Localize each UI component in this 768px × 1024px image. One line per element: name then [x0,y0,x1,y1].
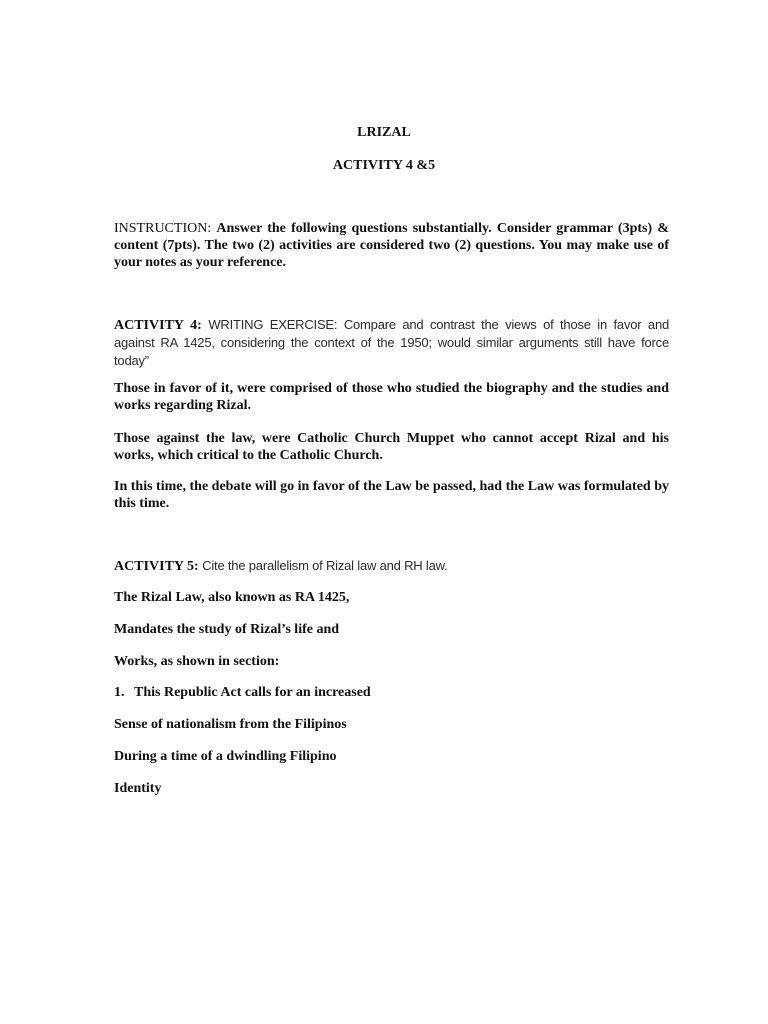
list-item-text: This Republic Act calls for an increased [134,685,371,700]
activity5-prompt [114,557,669,575]
activity4-prompt [114,316,669,370]
instruction-paragraph [114,220,669,271]
document-title: LRIZAL [357,125,411,140]
activity4-label: ACTIVITY 4: [114,318,202,333]
activity4-answer-1: Those in favor of it, were comprised of those who studied the biography and the studies and works regarding Rizal. [114,381,669,413]
activity5-prompt-text: Cite the parallelism of Rizal law and RH law. [202,558,448,573]
activity4-answer-3: In this time, the debate will go in favor of the Law be passed, had the Law was formulated by this time. [114,479,669,511]
activity4-prompt-text: WRITING EXERCISE: Compare and contrast the views of those in favor and against RA 1425, considering the context of the 1950; would similar arguments still have force today” [114,317,670,368]
activity5-continuation-1: Sense of nationalism from the Filipinos [114,717,347,732]
activity5-line-1: The Rizal Law, also known as RA 1425, [114,590,350,605]
list-number: 1. [114,685,125,700]
instruction-label: INSTRUCTION: [114,221,212,236]
instruction-text: Answer the following questions substantially. Consider grammar (3pts) & content (7pts). The two (2) activities are considered two (2) questions. You may make use of your notes as your reference. [114,221,670,270]
activity5-line-2: Mandates the study of Rizal’s life and [114,622,340,637]
activity5-label: ACTIVITY 5: [114,559,199,574]
activity-heading: ACTIVITY 4 &5 [332,158,436,173]
activity5-line-3: Works, as shown in section: [114,654,280,669]
activity4-answer-2: Those against the law, were Catholic Church Muppet who cannot accept Rizal and his works, which critical to the Catholic Church. [114,431,669,463]
activity5-continuation-3: Identity [114,781,162,796]
activity5-list-item [114,684,669,701]
activity5-continuation-2: During a time of a dwindling Filipino [114,749,337,764]
